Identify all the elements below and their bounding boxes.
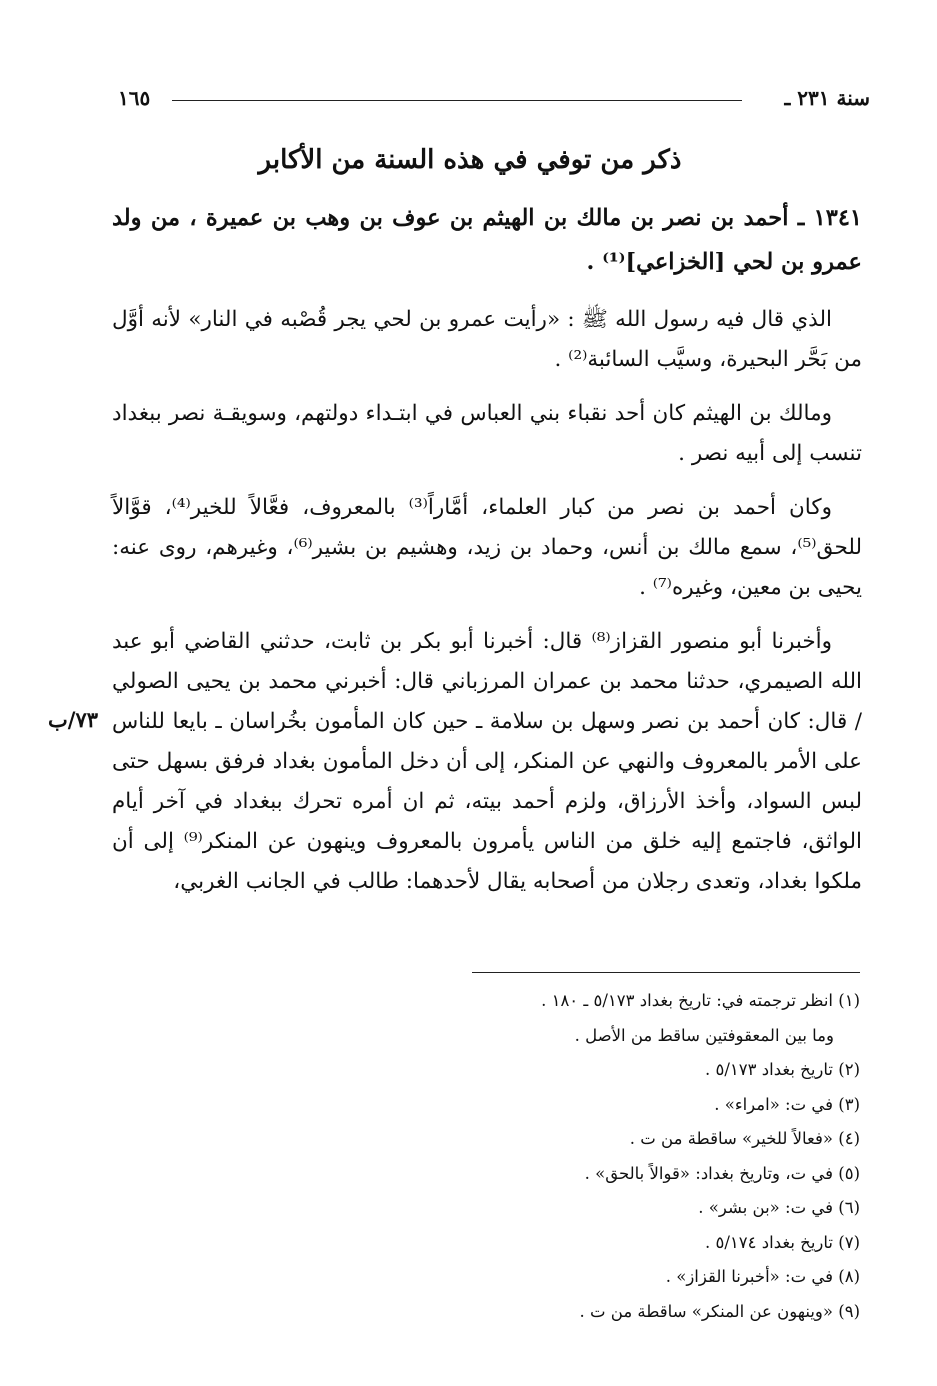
- footnote: (٣) في ت: «امراء» .: [714, 1094, 860, 1114]
- paragraph: الذي قال فيه رسول الله ﷺ : «رأيت عمرو بن لحي يجر قُصْبه في النار» لأنه أوَّل من بَحَّر البحيرة، وسيَّب السائبة⁽²⁾ .: [112, 307, 862, 372]
- paragraph: وكان أحمد بن نصر من كبار العلماء، أمَّاراً⁽³⁾ بالمعروف، فعَّالاً للخير⁽⁴⁾، قوَّالاً للحق⁽⁵⁾، سمع مالك بن أنس، وحماد بن زيد، وهشيم بن بشير⁽⁶⁾، وغيرهم، روى عنه: يحيى بن معين، وغيره⁽⁷⁾ .: [112, 495, 863, 600]
- footnote: (٢) تاريخ بغداد ٥/١٧٣ .: [705, 1060, 860, 1079]
- running-head: سنة ٢٣١ ـ: [784, 86, 870, 110]
- footnote: (٤) «فعالاً للخير» ساقطة من ت .: [629, 1129, 860, 1148]
- margin-note: ٧٣/ب: [48, 707, 99, 732]
- paragraph: وأخبرنا أبو منصور القزاز⁽⁸⁾ قال: أخبرنا أبو بكر بن ثابت، حدثني القاضي أبو عبد الله الصيمري، حدثنا محمد بن عمران المرزباني قال: أخبرني محمد بن يحيى الصولي / قال: كان أحمد بن نصر وسهل بن سلامة ـ حين كان المأمون بخُراسان ـ بايعا للناس على الأمر بالمعروف والنهي عن المنكر، إلى أن دخل المأمون بغداد فرفق بسهل حتى لبس السواد، وأخذ الأرزاق، ولزم أحمد بيته، ثم ان أمره تحرك ببغداد في آخر أيام الواثق، فاجتمع إليه خلق من الناس يأمرون بالمعروف وينهون عن المنكر⁽⁹⁾ إلى أن ملكوا بغداد، وتعدى رجلان من أصحابه يقال لأحدهما: طالب في الجانب الغربي،: [112, 629, 863, 894]
- paragraph: ومالك بن الهيثم كان أحد نقباء بني العباس في ابتـداء دولتهم، وسويقـة نصر ببغداد تنسب إلى أبيه نصر .: [112, 401, 862, 466]
- footnote: (٨) في ت: «أخبرنا القزاز» .: [665, 1267, 860, 1286]
- page-header: [110, 86, 870, 116]
- footnote: (١) انظر ترجمته في: تاريخ بغداد ٥/١٧٣ ـ ١٨٠ .: [541, 991, 860, 1010]
- header-rule: [172, 100, 742, 101]
- footnote: وما بين المعقوفتين ساقط من الأصل .: [574, 1025, 834, 1045]
- footnote-rule: [472, 972, 860, 973]
- page-number: ١٦٥: [118, 86, 151, 110]
- footnote: (٦) في ت: «بن بشر» .: [698, 1198, 860, 1217]
- entry-heading: ١٣٤١ ـ أحمد بن نصر بن مالك بن الهيثم بن عوف بن وهب بن عميرة ، من ولد عمرو بن لحي [الخزاعي]⁽¹⁾ .: [112, 205, 862, 275]
- footnote: (٥) في ت، وتاريخ بغداد: «قوالاً بالحق» .: [584, 1163, 860, 1183]
- body-text: [112, 196, 862, 916]
- footnote: (٧) تاريخ بغداد ٥/١٧٤ .: [705, 1232, 860, 1252]
- section-title: ذكر من توفي في هذه السنة من الأكابر: [258, 145, 682, 175]
- footnotes: [380, 984, 860, 1329]
- footnote: (٩) «وينهون عن المنكر» ساقطة من ت .: [579, 1301, 860, 1321]
